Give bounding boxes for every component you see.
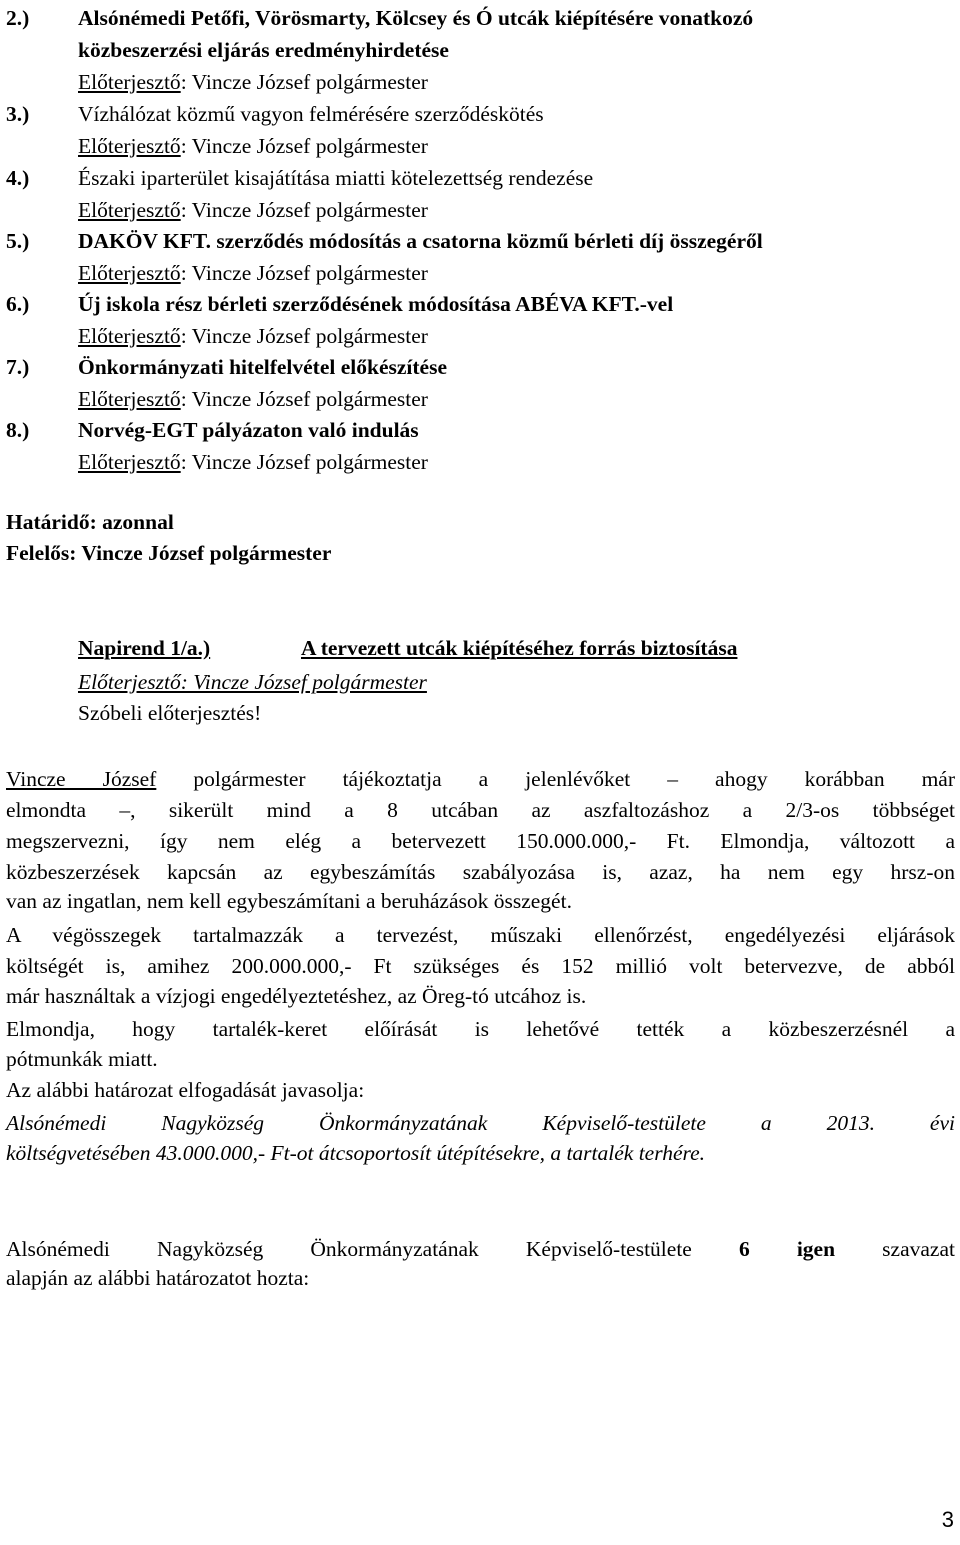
body-line: már használtak a vízjogi engedélyeztetéshez, az Öreg-tó utcához is. — [6, 984, 587, 1008]
presenter-name: : Vincze József polgármester — [180, 450, 428, 474]
agenda-title: Norvég-EGT pályázaton való indulás — [78, 418, 419, 442]
agenda-number: 3.) — [6, 102, 30, 126]
deadline: Határidő: azonnal — [6, 510, 174, 534]
agenda-presenter — [78, 261, 428, 286]
presenter-label: Előterjesztő — [78, 450, 181, 474]
page-number: 3 — [941, 1507, 954, 1532]
presenter-label: Előterjesztő — [78, 198, 181, 222]
agenda-number: 4.) — [6, 166, 30, 190]
body-line: van az ingatlan, nem kell egybeszámítani a beruházások összegét. — [6, 889, 572, 913]
agenda-presenter — [78, 70, 428, 95]
body-line: elmondta –, sikerült mind a 8 utcában az aszfaltozáshoz a 2/3-os többséget — [6, 798, 955, 822]
vote-line — [6, 1237, 955, 1262]
resolution-line: költségvetésében 43.000.000,- Ft-ot átcsoportosít útépítésekre, a tartalék terhére. — [6, 1141, 705, 1165]
agenda-number: 7.) — [6, 355, 30, 379]
presenter-label: Előterjesztő — [78, 134, 181, 158]
responsible: Felelős: Vincze József polgármester — [6, 541, 332, 565]
body-line: közbeszerzések kapcsán az egybeszámítás szabályozása is, azaz, ha nem egy hrsz-on — [6, 860, 955, 884]
presenter-name: : Vincze József polgármester — [180, 70, 428, 94]
agenda-title: közbeszerzési eljárás eredményhirdetése — [78, 38, 449, 62]
vote-text: Alsónémedi Nagyközség Önkormányzatának Képviselő-testülete — [6, 1237, 739, 1261]
body-line: pótmunkák miatt. — [6, 1047, 158, 1071]
presenter-name: : Vincze József polgármester — [180, 261, 428, 285]
presenter-name: : Vincze József polgármester — [180, 198, 428, 222]
agenda-number: 8.) — [6, 418, 30, 442]
body-text: polgármester tájékoztatja a jelenlévőket – ahogy korábban már — [156, 767, 955, 791]
vote-text: szavazat — [835, 1237, 955, 1261]
napirend-label: Napirend 1/a.) — [78, 636, 211, 660]
agenda-presenter — [78, 324, 428, 349]
agenda-number: 6.) — [6, 292, 30, 316]
body-line: megszervezni, így nem elég a betervezett 150.000.000,- Ft. Elmondja, változott a — [6, 829, 955, 853]
presenter-label: Előterjesztő — [78, 261, 181, 285]
vote-count: 6 igen — [738, 1237, 836, 1261]
agenda-presenter — [78, 134, 428, 159]
agenda-presenter — [78, 450, 428, 475]
agenda-title: Vízhálózat közmű vagyon felmérésére szerződéskötés — [78, 102, 544, 126]
presenter-name: : Vincze József polgármester — [180, 387, 428, 411]
agenda-title: Északi iparterület kisajátítása miatti kötelezettség rendezése — [78, 166, 594, 190]
presenter-label: Előterjesztő — [78, 70, 181, 94]
presenter-name: : Vincze József polgármester — [180, 134, 428, 158]
speaker-name: Vincze József — [6, 767, 157, 791]
napirend-presenter: Előterjesztő: Vincze József polgármester — [78, 670, 427, 694]
body-line: A végösszegek tartalmazzák a tervezést, műszaki ellenőrzést, engedélyezési eljárások — [6, 923, 955, 947]
body-line: költségét is, amihez 200.000.000,- Ft szükséges és 152 millió volt betervezve, de abból — [6, 954, 955, 978]
vote-line: alapján az alábbi határozatot hozta: — [6, 1266, 310, 1290]
agenda-title: Önkormányzati hitelfelvétel előkészítése — [78, 355, 447, 379]
agenda-presenter — [78, 387, 428, 412]
body-line: Elmondja, hogy tartalék-keret előírását is lehetővé tették a közbeszerzésnél a — [6, 1017, 955, 1041]
agenda-title: DAKÖV KFT. szerződés módosítás a csatorna közmű bérleti díj összegéről — [78, 229, 763, 253]
agenda-title: Új iskola rész bérleti szerződésének módosítása ABÉVA KFT.-vel — [78, 292, 674, 316]
agenda-title: Alsónémedi Petőfi, Vörösmarty, Kölcsey és Ó utcák kiépítésére vonatkozó — [78, 6, 754, 30]
body-line — [6, 767, 955, 792]
resolution-line: Alsónémedi Nagyközség Önkormányzatának Képviselő-testülete a 2013. évi — [6, 1111, 955, 1135]
proposal-line: Az alábbi határozat elfogadását javasolja: — [6, 1078, 365, 1102]
agenda-number: 5.) — [6, 229, 30, 253]
napirend-note: Szóbeli előterjesztés! — [78, 701, 262, 725]
napirend-title: A tervezett utcák kiépítéséhez forrás biztosítása — [301, 636, 738, 660]
agenda-number: 2.) — [6, 6, 30, 30]
presenter-label: Előterjesztő — [78, 387, 181, 411]
presenter-label: Előterjesztő — [78, 324, 181, 348]
agenda-presenter — [78, 198, 428, 223]
presenter-name: : Vincze József polgármester — [180, 324, 428, 348]
